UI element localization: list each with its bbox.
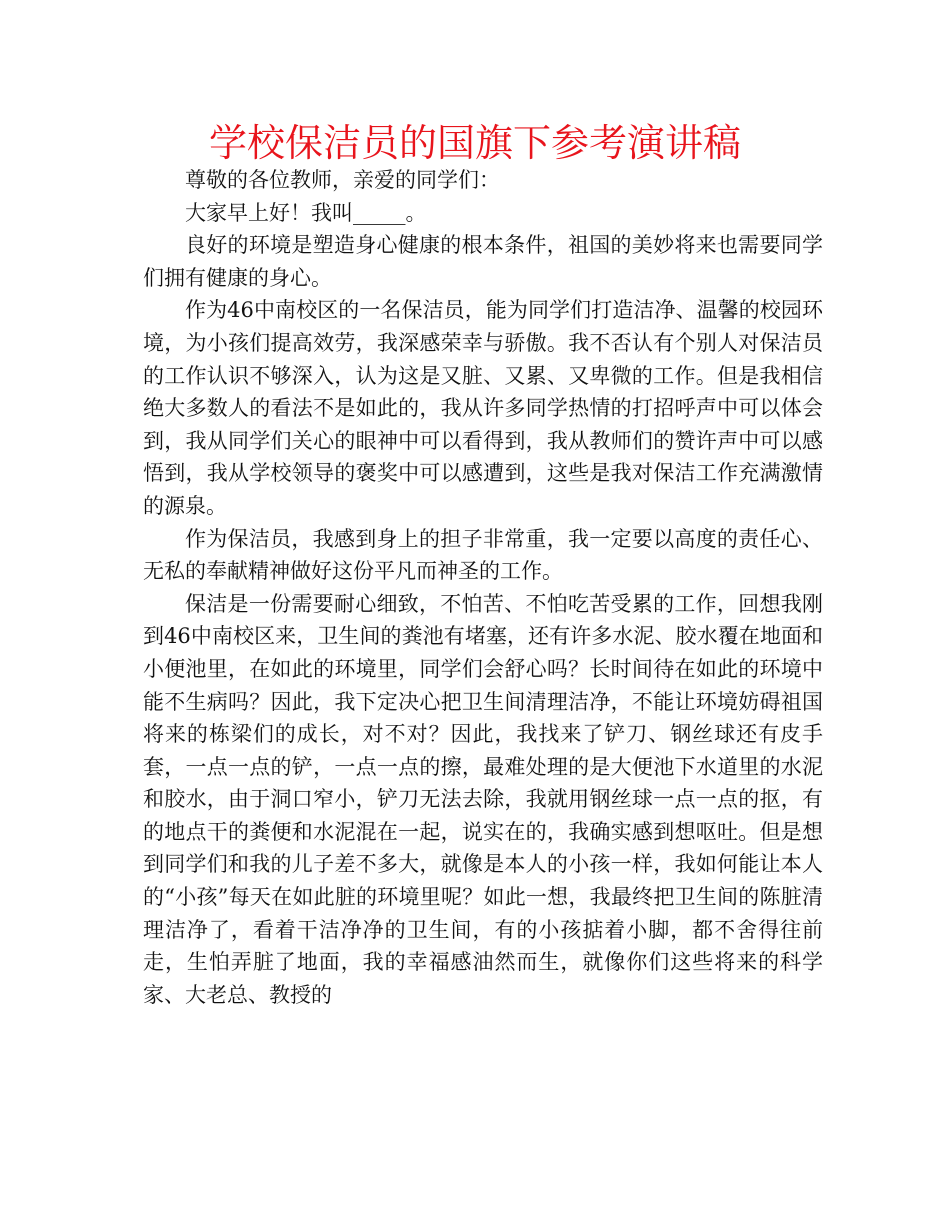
document-body bbox=[143, 164, 823, 1011]
intro-paragraph: 大家早上好！我叫_____。 bbox=[185, 200, 427, 225]
body-paragraph: 保洁是一份需要耐心细致，不怕苦、不怕吃苦受累的工作，回想我刚到46中南校区来，卫生间的粪池有堵塞，还有许多水泥、胶水覆在地面和小便池里，在如此的环境里，同学们会舒心吗？长时间待在如此的环境中能不生病吗？因此，我下定决心把卫生间清理洁净，不能让环境妨碍祖国将来的栋梁们的成长，对不对？因此，我找来了铲刀、钢丝球还有皮手套，一点一点的铲，一点一点的擦，最难处理的是大便池下水道里的水泥和胶水，由于洞口窄小，铲刀无法去除，我就用钢丝球一点一点的抠，有的地点干的粪便和水泥混在一起，说实在的，我确实感到想呕吐。但是想到同学们和我的儿子差不多大，就像是本人的小孩一样，我如何能让本人的“小孩”每天在如此脏的环境里呢？如此一想，我最终把卫生间的陈脏清理洁净了，看着干洁净净的卫生间，有的小孩掂着小脚，都不舍得往前走，生怕弄脏了地面，我的幸福感油然而生，就像你们这些将来的科学家、大老总、教授的 bbox=[143, 591, 823, 1007]
body-paragraph: 作为46中南校区的一名保洁员，能为同学们打造洁净、温馨的校园环境，为小孩们提高效劳，我深感荣幸与骄傲。我不否认有个别人对保洁员的工作认识不够深入，认为这是又脏、又累、又卑微的工作。但是我相信绝大多数人的看法不是如此的，我从许多同学热情的打招呼声中可以体会到，我从同学们关心的眼神中可以看得到，我从教师们的赞许声中可以感悟到，我从学校领导的褒奖中可以感遭到，这些是我对保洁工作充满激情的源泉。 bbox=[143, 298, 823, 518]
document-title: 学校保洁员的国旗下参考演讲稿 bbox=[208, 121, 741, 165]
body-paragraph: 良好的环境是塑造身心健康的根本条件，祖国的美妙将来也需要同学们拥有健康的身心。 bbox=[143, 233, 823, 290]
body-paragraph: 作为保洁员，我感到身上的担子非常重，我一定要以高度的责任心、无私的奉献精神做好这份平凡而神圣的工作。 bbox=[143, 526, 823, 584]
greeting-paragraph: 尊敬的各位教师，亲爱的同学们： bbox=[185, 168, 500, 192]
